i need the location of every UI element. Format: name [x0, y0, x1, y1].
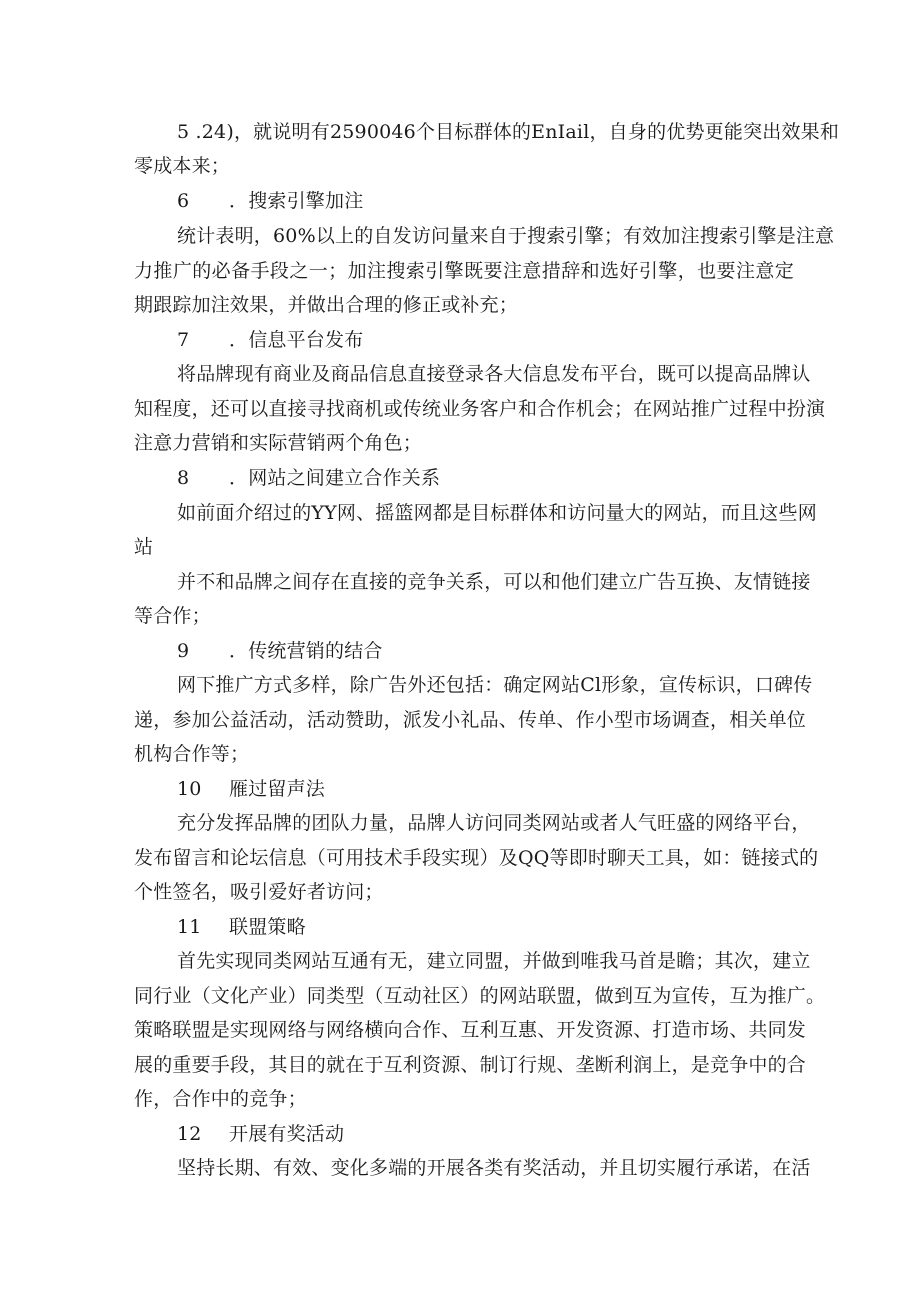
section-heading-9 [177, 634, 383, 668]
paragraph-line: 等合作； [134, 605, 211, 627]
section-title: 雁过留声法 [229, 778, 326, 800]
section-heading-8 [177, 461, 440, 495]
section-number: 10 [177, 778, 202, 800]
section-title: 开展有奖活动 [229, 1123, 345, 1145]
paragraph-line: 网下推广方式多样，除广告外还包括：确定网站Cl形象，宣传标识，口碑传 [177, 674, 813, 696]
section-title: ．网站之间建立合作关系 [229, 467, 441, 489]
section-number: 9 [177, 640, 190, 662]
section-heading-11 [177, 910, 306, 944]
section-heading-12 [177, 1117, 344, 1151]
paragraph-line: 站 [134, 536, 154, 558]
paragraph-line: 个性签名，吸引爱好者访问； [134, 881, 384, 903]
paragraph-line: 并不和品牌之间存在直接的竞争关系，可以和他们建立广告互换、友情链接 [177, 571, 811, 593]
paragraph-line: 首先实现同类网站互通有无，建立同盟，并做到唯我马首是瞻；其次，建立 [177, 950, 811, 972]
paragraph-line: 将品牌现有商业及商品信息直接登录各大信息发布平台，既可以提高品牌认 [177, 363, 811, 385]
section-title: ．传统营销的结合 [229, 640, 383, 662]
paragraph-line: 递，参加公益活动，活动赞助，派发小礼品、传单、作小型市场调查，相关单位 [134, 709, 807, 731]
paragraph-line: 零成本来； [134, 155, 231, 177]
paragraph-line: 5 .24)，就说明有2590046个目标群体的EnIail，自身的优势更能突出效果和 [177, 121, 840, 143]
section-heading-6 [177, 184, 363, 218]
section-number: 6 [177, 190, 190, 212]
section-number: 11 [177, 916, 202, 938]
section-number: 7 [177, 329, 190, 351]
paragraph-line: 展的重要手段，其目的就在于互利资源、制订行规、垄断利润上，是竞争中的合 [134, 1054, 807, 1076]
paragraph-line: 力推广的必备手段之一；加注搜索引擎既要注意措辞和选好引擎，也要注意定 [134, 260, 794, 282]
paragraph-line: 机构合作等； [134, 743, 250, 765]
section-heading-7 [177, 323, 363, 357]
section-title: ．搜索引擎加注 [229, 190, 364, 212]
paragraph-line: 坚持长期、有效、变化多端的开展各类有奖活动，并且切实履行承诺，在活 [177, 1157, 811, 1179]
section-title: 联盟策略 [229, 916, 306, 938]
paragraph-line: 如前面介绍过的YY网、摇篮网都是目标群体和访问量大的网站，而且这些网 [177, 502, 817, 524]
paragraph-line: 知程度，还可以直接寻找商机或传统业务客户和合作机会；在网站推广过程中扮演 [134, 398, 826, 420]
section-number: 12 [177, 1123, 202, 1145]
paragraph-line: 策略联盟是实现网络与网络横向合作、互利互惠、开发资源、打造市场、共同发 [134, 1019, 807, 1041]
paragraph-line: 注意力营销和实际营销两个角色； [134, 432, 423, 454]
paragraph-line: 作，合作中的竞争； [134, 1088, 307, 1110]
paragraph-line: 同行业（文化产业）同类型（互动社区）的网站联盟，做到互为宣传，互为推广。 [134, 985, 826, 1007]
section-number: 8 [177, 467, 190, 489]
paragraph-line: 统计表明，60%以上的自发访问量来自于搜索引擎；有效加注搜索引擎是注意 [177, 225, 835, 247]
section-heading-10 [177, 772, 325, 806]
paragraph-line: 发布留言和论坛信息（可用技术手段实现）及QQ等即时聊天工具，如：链接式的 [134, 847, 819, 869]
section-title: ．信息平台发布 [229, 329, 364, 351]
paragraph-line: 充分发挥品牌的团队力量，品牌人访问同类网站或者人气旺盛的网络平台， [177, 812, 811, 834]
paragraph-line: 期跟踪加注效果，并做出合理的修正或补充； [134, 294, 519, 316]
